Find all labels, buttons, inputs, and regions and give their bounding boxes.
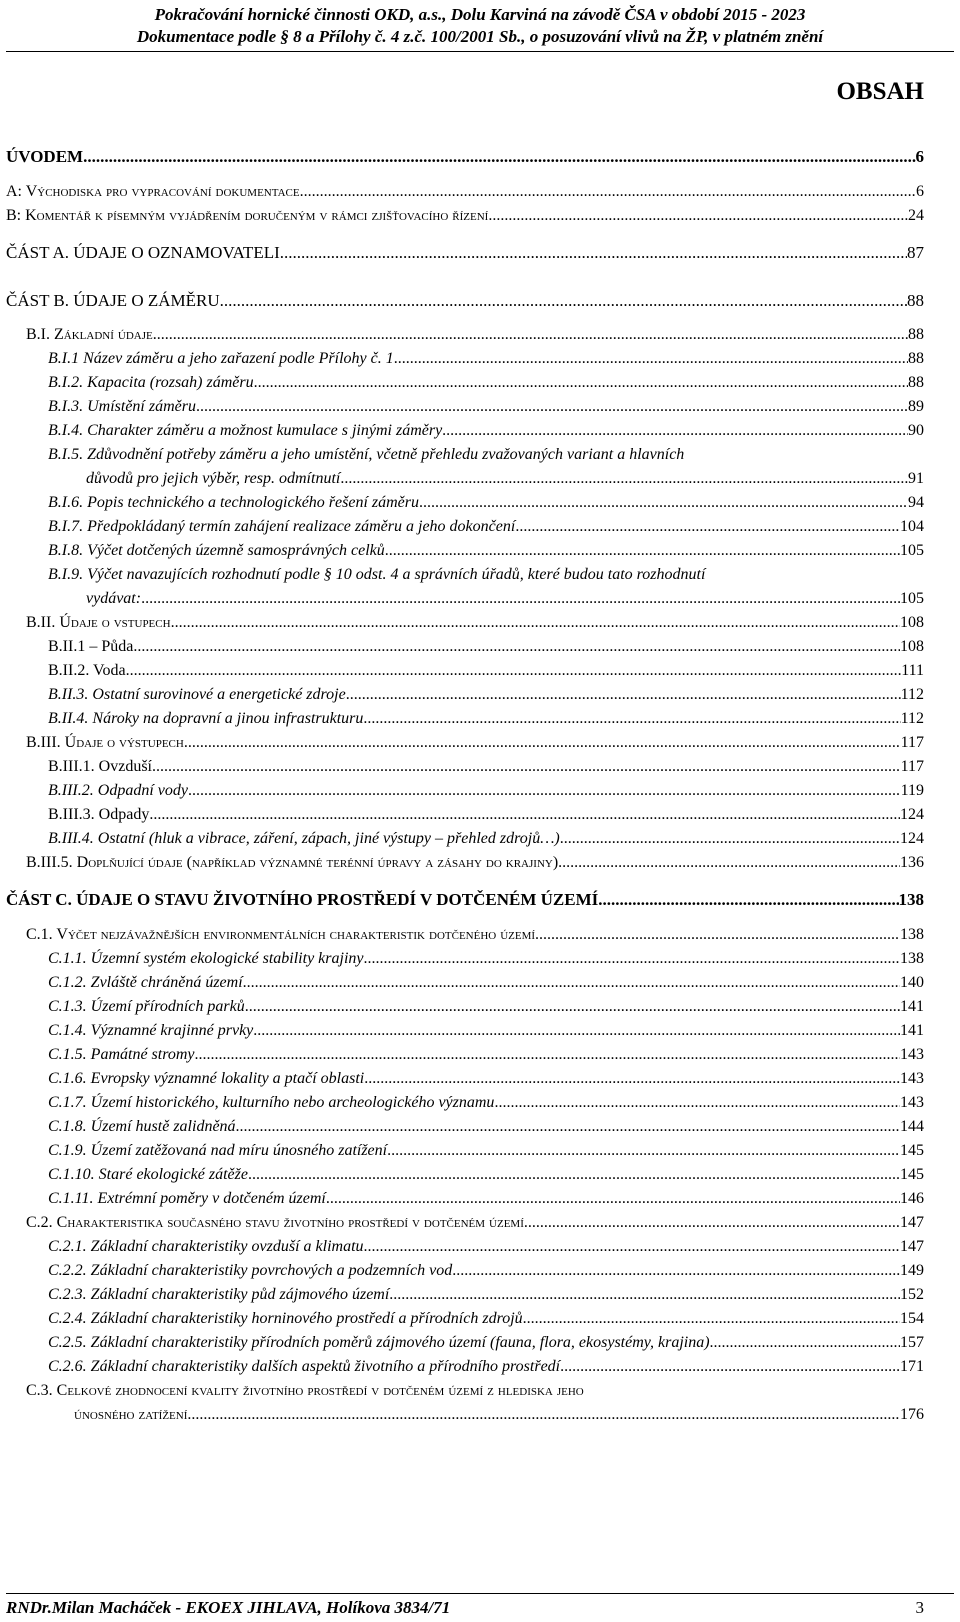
- toc-entry-page: 154: [900, 1310, 924, 1327]
- toc-entry-label: C.2.6. Základní charakteristiky dalších aspektů životního a přírodního prostředí: [48, 1358, 561, 1375]
- toc-entry-c11[interactable]: [48, 950, 924, 968]
- toc-entry-label: B.I.4. Charakter záměru a možnost kumulace s jinými záměry: [48, 422, 443, 439]
- footer-rule: [6, 1593, 954, 1594]
- header-rule: [6, 51, 954, 52]
- toc-entry-label: únosného zatížení: [74, 1406, 188, 1423]
- toc-entry-c1[interactable]: [26, 926, 924, 944]
- toc-entry-label: B.III. Údaje o výstupech: [26, 734, 184, 751]
- toc-entry-page: 24: [908, 207, 924, 224]
- toc-entry-page: 147: [900, 1238, 924, 1255]
- toc-entry-label: C.1.10. Staré ekologické zátěže: [48, 1166, 248, 1183]
- toc-entry-page: 138: [898, 890, 924, 909]
- toc-entry-biii[interactable]: [26, 734, 924, 752]
- toc-entry-bii2[interactable]: [48, 662, 924, 680]
- toc-entry-c15[interactable]: [48, 1046, 924, 1064]
- toc-entry-c111[interactable]: [48, 1190, 924, 1208]
- toc-entry-label: B.II.3. Ostatní surovinové a energetické zdroje: [48, 686, 346, 703]
- toc-entry-label: C.1. Výčet nejzávažnějších environmentálních charakteristik dotčeného území: [26, 926, 536, 943]
- toc-entry-c110[interactable]: [48, 1166, 924, 1184]
- toc-entry-bi3[interactable]: [48, 398, 924, 416]
- toc-entry-bi5-line1[interactable]: B.I.5. Zdůvodnění potřeby záměru a jeho umístění, včetně přehledu zvažovaných variant a hlavních: [48, 446, 685, 463]
- toc-entry-label: C.1.11. Extrémní poměry v dotčeném území: [48, 1190, 326, 1207]
- toc-entry-label: C.1.6. Evropsky významné lokality a ptačí oblasti: [48, 1070, 365, 1087]
- toc-entry-label: ČÁST B. ÚDAJE O ZÁMĚRU: [6, 291, 220, 310]
- toc-entry-label: C.2. Charakteristika současného stavu životního prostředí v dotčeném území: [26, 1214, 524, 1231]
- toc-entry-page: 140: [900, 974, 924, 991]
- toc-entry-page: 6: [915, 147, 924, 166]
- toc-entry-page: 149: [900, 1262, 924, 1279]
- toc-entry-label: B.II.1 – Půda: [48, 638, 134, 655]
- toc-entry-uvodem[interactable]: [6, 147, 924, 167]
- toc-entry-page: 124: [900, 806, 924, 823]
- toc-entry-label: B.I.3. Umístění záměru: [48, 398, 196, 415]
- toc-entry-label: B.III.4. Ostatní (hluk a vibrace, záření, zápach, jiné výstupy – přehled zdrojů…): [48, 830, 560, 847]
- toc-entry-label: C.2.3. Základní charakteristiky půd zájmového území: [48, 1286, 390, 1303]
- toc-entry-b[interactable]: [6, 207, 924, 225]
- toc-entry-page: 117: [900, 758, 924, 775]
- toc-entry-bi[interactable]: [26, 326, 924, 344]
- toc-entry-label: B.III.3. Odpady: [48, 806, 150, 823]
- toc-entry-page: 6: [916, 183, 924, 200]
- toc-entry-bi7[interactable]: [48, 518, 924, 536]
- toc-entry-bi4[interactable]: [48, 422, 924, 440]
- toc-entry-bi9[interactable]: [86, 590, 924, 608]
- toc-entry-page: 112: [900, 710, 924, 727]
- toc-entry-page: 144: [900, 1118, 924, 1135]
- toc-entry-page: 143: [900, 1070, 924, 1087]
- toc-entry-c2[interactable]: [26, 1214, 924, 1232]
- footer-author: RNDr.Milan Macháček - EKOEX JIHLAVA, Holíkova 3834/71: [6, 1598, 451, 1617]
- toc-entry-page: 145: [900, 1142, 924, 1159]
- toc-entry-label: C.1.4. Významné krajinné prvky: [48, 1022, 254, 1039]
- toc-entry-label: C.1.3. Území přírodních parků: [48, 998, 245, 1015]
- toc-entry-page: 138: [900, 950, 924, 967]
- toc-entry-bii3[interactable]: [48, 686, 924, 704]
- toc-entry-page: 152: [900, 1286, 924, 1303]
- toc-entry-c26[interactable]: [48, 1358, 924, 1376]
- toc-entry-page: 138: [900, 926, 924, 943]
- toc-entry-label: B.III.1. Ovzduší: [48, 758, 152, 775]
- toc-entry-page: 88: [907, 291, 924, 310]
- toc-entry-bi5[interactable]: [86, 470, 924, 488]
- toc-entry-bi8[interactable]: [48, 542, 924, 560]
- toc-entry-label: B.II. Údaje o vstupech: [26, 614, 171, 631]
- toc-entry-c24[interactable]: [48, 1310, 924, 1328]
- toc-entry-label: B.I.7. Předpokládaný termín zahájení realizace záměru a jeho dokončení: [48, 518, 516, 535]
- toc-entry-biii1[interactable]: [48, 758, 924, 776]
- toc-entry-label: C.1.2. Zvláště chráněná území: [48, 974, 243, 991]
- toc-entry-label: B.I.8. Výčet dotčených územně samosprávných celků: [48, 542, 385, 559]
- toc-entry-label: B.III.5. Doplňující údaje (například významné terénní úpravy a zásahy do krajiny): [26, 854, 559, 871]
- toc-entry-c23[interactable]: [48, 1286, 924, 1304]
- toc-entry-bi1[interactable]: [48, 350, 924, 368]
- toc-entry-label: vydávat:: [86, 590, 142, 607]
- toc-entry-page: 117: [900, 734, 924, 751]
- toc-entry-biii2[interactable]: [48, 782, 924, 800]
- toc-entry-cast-c[interactable]: [6, 890, 924, 910]
- toc-entry-label: C.1.1. Územní systém ekologické stability krajiny: [48, 950, 364, 967]
- toc-entry-label: ČÁST A. ÚDAJE O OZNAMOVATELI: [6, 243, 280, 262]
- toc-entry-page: 119: [900, 782, 924, 799]
- toc-entry-c17[interactable]: [48, 1094, 924, 1112]
- toc-entry-bii[interactable]: [26, 614, 924, 632]
- toc-entry-page: 105: [900, 590, 924, 607]
- toc-entry-a[interactable]: [6, 183, 924, 201]
- header-line-2: Dokumentace podle § 8 a Přílohy č. 4 z.č. 100/2001 Sb., o posuzování vlivů na ŽP, v platném znění: [136, 27, 824, 46]
- toc-entry-c16[interactable]: [48, 1070, 924, 1088]
- toc-entry-bi2[interactable]: [48, 374, 924, 392]
- toc-entry-page: 112: [900, 686, 924, 703]
- toc-entry-label: B.I.6. Popis technického a technologického řešení záměru: [48, 494, 419, 511]
- toc-entry-page: 143: [900, 1046, 924, 1063]
- toc-entry-page: 87: [907, 243, 924, 262]
- toc-entry-c21[interactable]: [48, 1238, 924, 1256]
- toc-entry-label: ÚVODEM: [6, 147, 84, 166]
- toc-entry-label: C.2.1. Základní charakteristiky ovzduší a klimatu: [48, 1238, 364, 1255]
- toc-entry-label: A: Východiska pro vypracování dokumentace: [6, 183, 300, 200]
- toc-entry-label: B: Komentář k písemným vyjádřením doručeným v rámci zjišťovacího řízení: [6, 207, 489, 224]
- page-number: 3: [915, 1598, 924, 1617]
- toc-entry-page: 176: [900, 1406, 924, 1423]
- toc-entry-biii4[interactable]: [48, 830, 924, 848]
- toc-entry-page: 91: [908, 470, 924, 487]
- header-line-1: Pokračování hornické činnosti OKD, a.s., Dolu Karviná na závodě ČSA v období 2015 - 2023: [154, 5, 806, 24]
- toc-entry-label: C.1.8. Území hustě zalidněná: [48, 1118, 236, 1135]
- toc-entry-c3[interactable]: [74, 1406, 924, 1424]
- toc-entry-label: C.1.5. Památné stromy: [48, 1046, 195, 1063]
- toc-entry-label: B.II.4. Nároky na dopravní a jinou infrastrukturu: [48, 710, 364, 727]
- toc-entry-page: 136: [900, 854, 924, 871]
- toc-entry-page: 105: [900, 542, 924, 559]
- toc-entry-label: B.III.2. Odpadní vody: [48, 782, 188, 799]
- toc-entry-bi6[interactable]: [48, 494, 924, 512]
- toc-entry-label: B.II.2. Voda: [48, 662, 126, 679]
- toc-entry-label: C.2.5. Základní charakteristiky přírodních poměrů zájmového území (fauna, flora, ekosystémy, krajina): [48, 1334, 710, 1351]
- toc-entry-c14[interactable]: [48, 1022, 924, 1040]
- toc-entry-cast-a[interactable]: [6, 243, 924, 263]
- toc-entry-biii5[interactable]: [26, 854, 924, 872]
- toc-entry-c3-line1[interactable]: C.3. Celkové zhodnocení kvality životního prostředí v dotčeném území z hlediska jeho: [26, 1382, 584, 1399]
- toc-entry-page: 90: [908, 422, 924, 439]
- toc-entry-bi9-line1[interactable]: B.I.9. Výčet navazujících rozhodnutí podle § 10 odst. 4 a správních úřadů, které budou tato rozhodnutí: [48, 566, 706, 583]
- toc-entry-page: 157: [900, 1334, 924, 1351]
- toc-entry-c13[interactable]: [48, 998, 924, 1016]
- toc-entry-page: 94: [908, 494, 924, 511]
- toc-entry-page: 88: [908, 326, 924, 343]
- toc-entry-label: C.2.4. Základní charakteristiky horninového prostředí a přírodních zdrojů: [48, 1310, 523, 1327]
- toc-entry-page: 147: [900, 1214, 924, 1231]
- toc-entry-bii1[interactable]: [48, 638, 924, 656]
- toc-entry-label: B.I.1 Název záměru a jeho zařazení podle Přílohy č. 1: [48, 350, 394, 367]
- toc-entry-c12[interactable]: [48, 974, 924, 992]
- toc-entry-c19[interactable]: [48, 1142, 924, 1160]
- toc-entry-label: důvodů pro jejich výběr, resp. odmítnutí: [86, 470, 341, 487]
- toc-entry-page: 111: [901, 662, 924, 679]
- toc-entry-page: 108: [900, 638, 924, 655]
- toc-entry-page: 145: [900, 1166, 924, 1183]
- toc-entry-page: 171: [900, 1358, 924, 1375]
- toc-entry-label: C.1.9. Území zatěžovaná nad míru únosného zatížení: [48, 1142, 388, 1159]
- toc-entry-c18[interactable]: [48, 1118, 924, 1136]
- toc-entry-page: 104: [900, 518, 924, 535]
- toc-entry-label: C.1.7. Území historického, kulturního nebo archeologického významu: [48, 1094, 495, 1111]
- toc-entry-page: 124: [900, 830, 924, 847]
- toc-entry-page: 89: [908, 398, 924, 415]
- toc-entry-page: 141: [900, 998, 924, 1015]
- toc-entry-c25[interactable]: [48, 1334, 924, 1352]
- toc-entry-c22[interactable]: [48, 1262, 924, 1280]
- toc-entry-bii4[interactable]: [48, 710, 924, 728]
- toc-entry-label: C.2.2. Základní charakteristiky povrchových a podzemních vod: [48, 1262, 453, 1279]
- toc-entry-cast-b[interactable]: [6, 291, 924, 311]
- toc-entry-label: ČÁST C. ÚDAJE O STAVU ŽIVOTNÍHO PROSTŘEDÍ V DOTČENÉM ÚZEMÍ: [6, 890, 599, 909]
- page-title: OBSAH: [836, 78, 924, 105]
- toc-entry-biii3[interactable]: [48, 806, 924, 824]
- toc-entry-page: 88: [908, 350, 924, 367]
- toc-entry-page: 146: [900, 1190, 924, 1207]
- toc-entry-page: 143: [900, 1094, 924, 1111]
- toc-entry-label: B.I.2. Kapacita (rozsah) záměru: [48, 374, 254, 391]
- toc-entry-label: B.I. Základní údaje: [26, 326, 153, 343]
- toc-entry-page: 88: [908, 374, 924, 391]
- toc-entry-page: 108: [900, 614, 924, 631]
- toc-entry-page: 141: [900, 1022, 924, 1039]
